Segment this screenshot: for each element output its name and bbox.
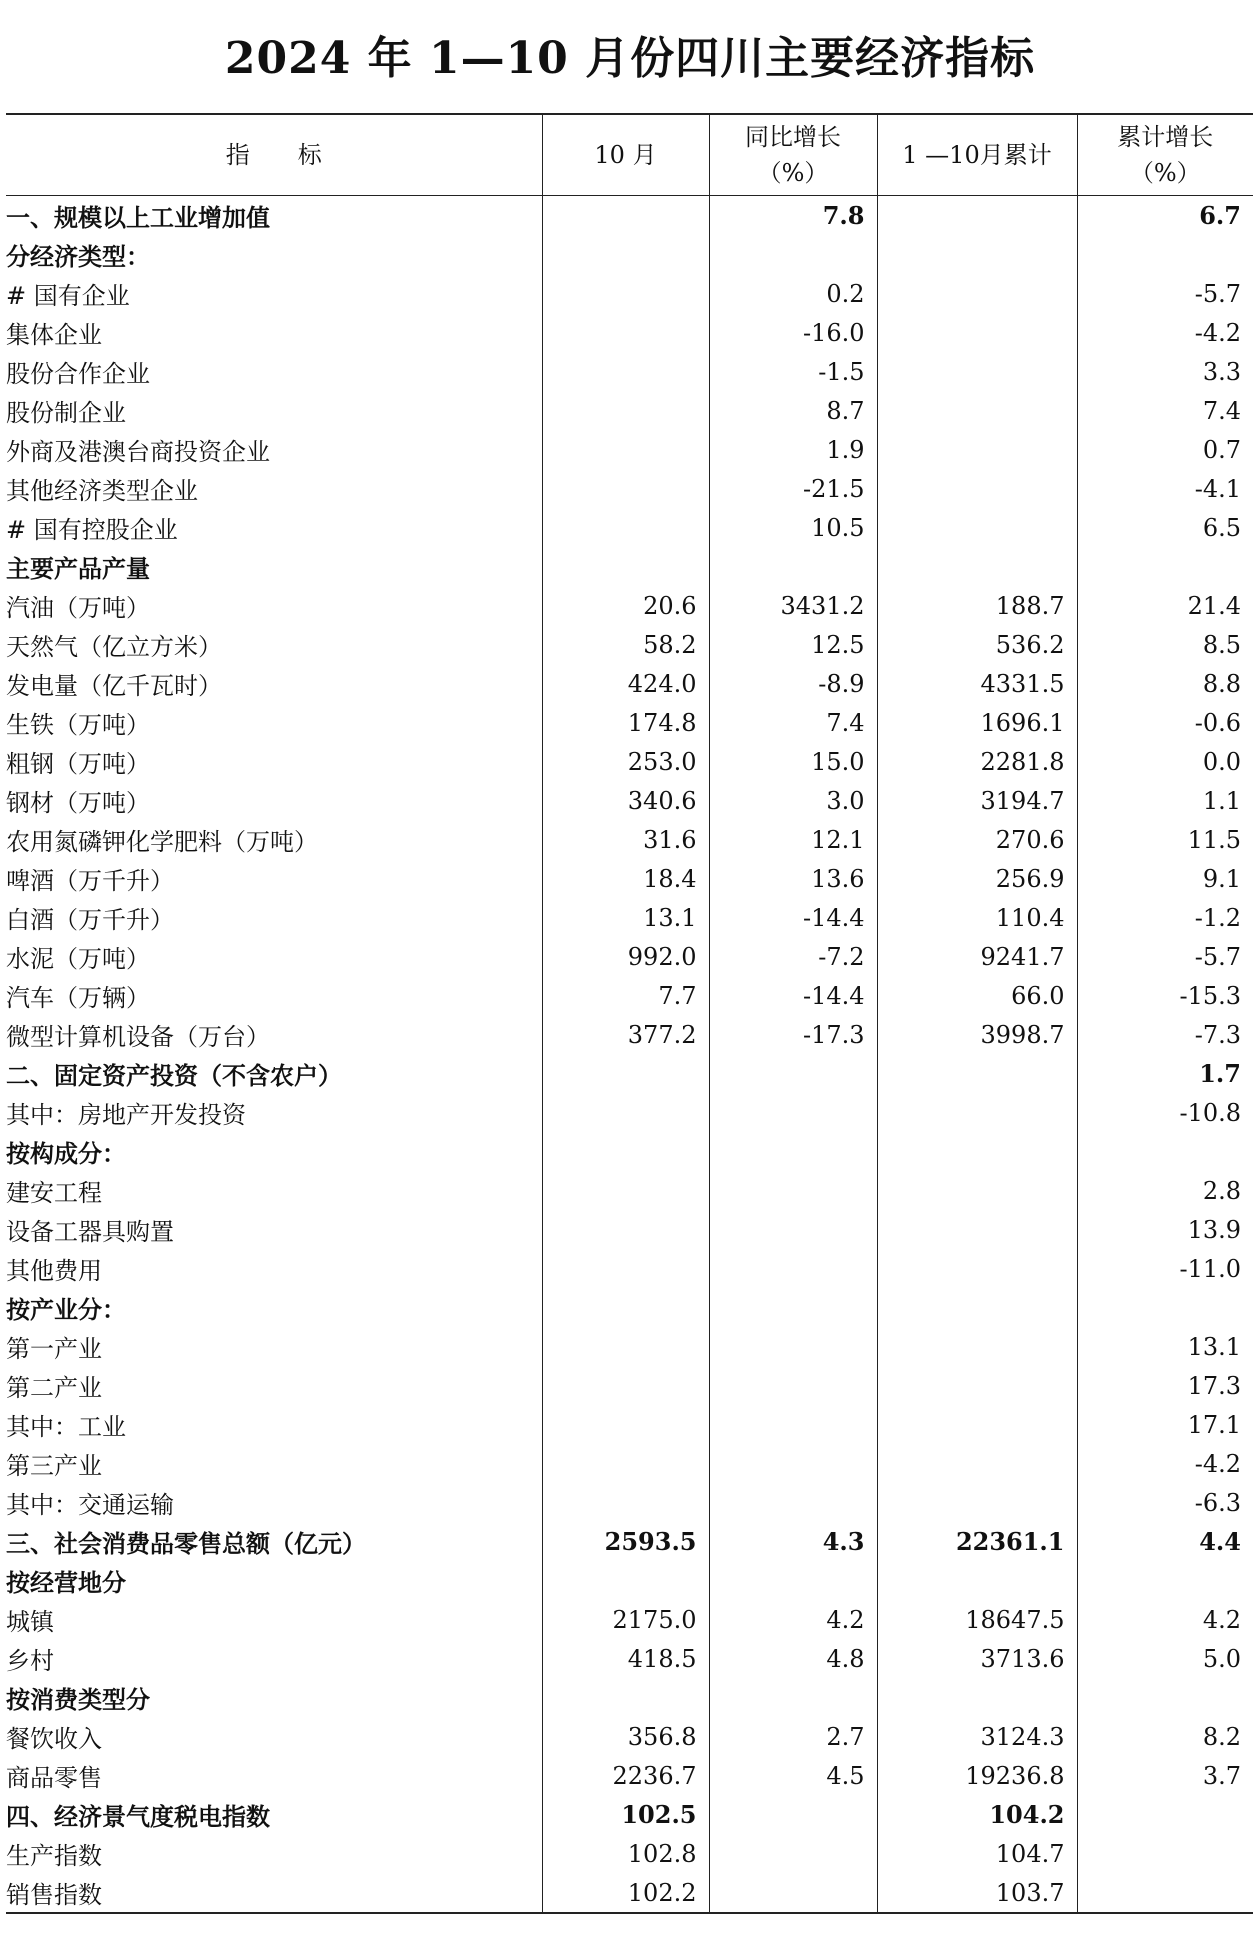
row-cumulative-value: 3713.6: [877, 1639, 1077, 1678]
row-cumulative-value: [877, 1288, 1077, 1327]
row-label: 建安工程: [6, 1179, 102, 1207]
header-row: [6, 114, 1253, 196]
row-label: 四、经济景气度税电指数: [6, 1802, 270, 1831]
row-cum-growth-value: [1077, 1834, 1253, 1873]
header-indicator: 指 标: [6, 114, 542, 196]
row-yoy-value: [709, 1483, 877, 1522]
row-cumulative-value: [877, 1054, 1077, 1093]
row-yoy-value: [709, 1249, 877, 1288]
table-row: [6, 1288, 1253, 1327]
row-label: 城镇: [6, 1608, 54, 1636]
indicator-table: [6, 113, 1253, 1914]
row-cumulative-value: [877, 196, 1077, 236]
row-month-value: [542, 313, 709, 352]
header-month: 10 月: [542, 114, 709, 196]
row-yoy-value: [709, 1561, 877, 1600]
row-cumulative-value: [877, 1366, 1077, 1405]
row-cumulative-value: [877, 391, 1077, 430]
row-cumulative-value: [877, 1444, 1077, 1483]
row-month-value: [542, 1405, 709, 1444]
row-cumulative-value: [877, 1249, 1077, 1288]
row-cumulative-value: [877, 547, 1077, 586]
row-label: 生铁（万吨）: [6, 711, 150, 739]
row-month-value: [542, 274, 709, 313]
table-row: [6, 1444, 1253, 1483]
row-yoy-value: [709, 1093, 877, 1132]
row-yoy-value: [709, 1210, 877, 1249]
row-cumulative-value: [877, 1678, 1077, 1717]
row-cum-growth-value: -7.3: [1077, 1015, 1253, 1054]
header-yoy: [709, 114, 877, 196]
row-label: # 国有控股企业: [6, 516, 178, 544]
row-month-value: [542, 1210, 709, 1249]
row-yoy-value: 13.6: [709, 859, 877, 898]
table-row: [6, 1132, 1253, 1171]
table-row: [6, 1366, 1253, 1405]
row-label: 集体企业: [6, 321, 102, 349]
table-row: [6, 1171, 1253, 1210]
row-label: 按产业分：: [6, 1295, 126, 1324]
row-yoy-value: [709, 1327, 877, 1366]
table-row: [6, 1717, 1253, 1756]
row-cum-growth-value: 17.3: [1077, 1366, 1253, 1405]
row-cum-growth-value: [1077, 235, 1253, 274]
row-month-value: [542, 1561, 709, 1600]
table-row: [6, 352, 1253, 391]
row-yoy-value: 7.8: [709, 196, 877, 236]
row-yoy-value: -8.9: [709, 664, 877, 703]
row-yoy-value: [709, 1873, 877, 1913]
row-yoy-value: [709, 1132, 877, 1171]
table-row: [6, 1249, 1253, 1288]
row-cumulative-value: 18647.5: [877, 1600, 1077, 1639]
row-cum-growth-value: [1077, 1561, 1253, 1600]
row-label: 销售指数: [6, 1873, 542, 1913]
table-row: [6, 937, 1253, 976]
row-month-value: [542, 1678, 709, 1717]
row-month-value: 356.8: [542, 1717, 709, 1756]
row-cum-growth-value: 7.4: [1077, 391, 1253, 430]
row-label: 水泥（万吨）: [6, 945, 150, 973]
row-month-value: [542, 352, 709, 391]
row-cumulative-value: [877, 235, 1077, 274]
row-cum-growth-value: 6.5: [1077, 508, 1253, 547]
row-cumulative-value: 3124.3: [877, 1717, 1077, 1756]
table-row: [6, 508, 1253, 547]
row-month-value: [542, 430, 709, 469]
row-cum-growth-value: 3.7: [1077, 1756, 1253, 1795]
row-month-value: 20.6: [542, 586, 709, 625]
row-yoy-value: 7.4: [709, 703, 877, 742]
row-label: 分经济类型：: [6, 242, 150, 271]
row-month-value: 18.4: [542, 859, 709, 898]
row-month-value: [542, 1444, 709, 1483]
row-cumulative-value: [877, 274, 1077, 313]
row-cum-growth-value: [1077, 547, 1253, 586]
row-cum-growth-value: -15.3: [1077, 976, 1253, 1015]
row-yoy-value: [709, 1678, 877, 1717]
row-label: 第一产业: [6, 1335, 102, 1363]
header-yoy-unit: （%）: [757, 159, 829, 187]
row-month-value: [542, 1171, 709, 1210]
table-row: [6, 820, 1253, 859]
row-month-value: [542, 196, 709, 236]
row-label: 按经营地分: [6, 1568, 126, 1597]
row-month-value: 418.5: [542, 1639, 709, 1678]
row-label: 商品零售: [6, 1764, 102, 1792]
row-yoy-value: -16.0: [709, 313, 877, 352]
row-label: 啤酒（万千升）: [6, 867, 174, 895]
row-month-value: [542, 1288, 709, 1327]
row-cumulative-value: 188.7: [877, 586, 1077, 625]
table-row: [6, 1522, 1253, 1561]
row-label: 粗钢（万吨）: [6, 750, 150, 778]
row-yoy-value: 0.2: [709, 274, 877, 313]
row-cum-growth-value: -11.0: [1077, 1249, 1253, 1288]
table-row: [6, 781, 1253, 820]
table-row: [6, 859, 1253, 898]
row-yoy-value: 10.5: [709, 508, 877, 547]
row-label: 白酒（万千升）: [6, 906, 174, 934]
table-row: [6, 1678, 1253, 1717]
row-label: 汽车（万辆）: [6, 984, 150, 1012]
row-label: 农用氮磷钾化学肥料（万吨）: [6, 828, 318, 856]
row-label: 按构成分：: [6, 1139, 126, 1168]
row-yoy-value: [709, 235, 877, 274]
table-body: [6, 196, 1253, 1914]
row-cumulative-value: [877, 1093, 1077, 1132]
row-month-value: 102.8: [542, 1834, 709, 1873]
row-yoy-value: [709, 1444, 877, 1483]
row-cumulative-value: [877, 1171, 1077, 1210]
table-row: [6, 1639, 1253, 1678]
row-cum-growth-value: -5.7: [1077, 937, 1253, 976]
table-row: [6, 1210, 1253, 1249]
row-label: 三、社会消费品零售总额（亿元）: [6, 1529, 366, 1558]
header-cum-growth-unit: （%）: [1129, 159, 1201, 187]
row-yoy-value: [709, 547, 877, 586]
row-cumulative-value: 9241.7: [877, 937, 1077, 976]
table-row: [6, 1873, 1253, 1913]
table-row: [6, 1795, 1253, 1834]
row-cum-growth-value: -4.2: [1077, 1444, 1253, 1483]
table-row: [6, 1483, 1253, 1522]
row-yoy-value: 1.9: [709, 430, 877, 469]
row-cum-growth-value: 13.9: [1077, 1210, 1253, 1249]
row-label: 其中：房地产开发投资: [6, 1101, 246, 1129]
row-yoy-value: [709, 1405, 877, 1444]
table-row: [6, 625, 1253, 664]
table-row: [6, 1405, 1253, 1444]
row-yoy-value: -21.5: [709, 469, 877, 508]
row-cumulative-value: [877, 1561, 1077, 1600]
row-yoy-value: 12.1: [709, 820, 877, 859]
row-label: # 国有企业: [6, 282, 130, 310]
row-month-value: 377.2: [542, 1015, 709, 1054]
row-month-value: [542, 391, 709, 430]
row-yoy-value: -7.2: [709, 937, 877, 976]
row-cumulative-value: [877, 430, 1077, 469]
row-cumulative-value: 536.2: [877, 625, 1077, 664]
table-row: [6, 1600, 1253, 1639]
table-row: [6, 1093, 1253, 1132]
row-label: 第二产业: [6, 1374, 102, 1402]
row-cum-growth-value: 1.7: [1077, 1054, 1253, 1093]
row-month-value: 2593.5: [542, 1522, 709, 1561]
row-cumulative-value: [877, 1210, 1077, 1249]
row-cum-growth-value: 2.8: [1077, 1171, 1253, 1210]
table-row: [6, 976, 1253, 1015]
table-row: [6, 664, 1253, 703]
table-row: [6, 196, 1253, 236]
table-row: [6, 469, 1253, 508]
row-month-value: 2175.0: [542, 1600, 709, 1639]
row-label: 钢材（万吨）: [6, 789, 150, 817]
row-yoy-value: -1.5: [709, 352, 877, 391]
row-month-value: [542, 1132, 709, 1171]
row-yoy-value: 4.3: [709, 1522, 877, 1561]
row-label: 一、规模以上工业增加值: [6, 203, 270, 232]
row-cumulative-value: 2281.8: [877, 742, 1077, 781]
table-row: [6, 1327, 1253, 1366]
row-yoy-value: 4.8: [709, 1639, 877, 1678]
row-yoy-value: [709, 1795, 877, 1834]
row-cum-growth-value: [1077, 1132, 1253, 1171]
row-month-value: 2236.7: [542, 1756, 709, 1795]
row-cum-growth-value: 8.2: [1077, 1717, 1253, 1756]
row-label: 二、固定资产投资（不含农户）: [6, 1061, 342, 1090]
row-yoy-value: 12.5: [709, 625, 877, 664]
row-label: 天然气（亿立方米）: [6, 633, 222, 661]
row-cum-growth-value: -4.1: [1077, 469, 1253, 508]
row-cum-growth-value: -1.2: [1077, 898, 1253, 937]
row-yoy-value: 3431.2: [709, 586, 877, 625]
row-yoy-value: [709, 1366, 877, 1405]
row-yoy-value: -14.4: [709, 976, 877, 1015]
row-month-value: [542, 1093, 709, 1132]
row-cum-growth-value: 17.1: [1077, 1405, 1253, 1444]
row-label: 微型计算机设备（万台）: [6, 1023, 270, 1051]
row-cumulative-value: [877, 1132, 1077, 1171]
row-yoy-value: 3.0: [709, 781, 877, 820]
row-label: 乡村: [6, 1647, 54, 1675]
row-label: 餐饮收入: [6, 1725, 102, 1753]
row-yoy-value: 4.2: [709, 1600, 877, 1639]
row-month-value: 340.6: [542, 781, 709, 820]
row-yoy-value: [709, 1054, 877, 1093]
row-month-value: 992.0: [542, 937, 709, 976]
row-cumulative-value: [877, 1405, 1077, 1444]
row-label: 生产指数: [6, 1842, 102, 1870]
row-cum-growth-value: 4.2: [1077, 1600, 1253, 1639]
table-row: [6, 391, 1253, 430]
row-yoy-value: [709, 1171, 877, 1210]
row-cum-growth-value: [1077, 1678, 1253, 1717]
row-cumulative-value: [877, 352, 1077, 391]
row-cum-growth-value: -5.7: [1077, 274, 1253, 313]
row-cum-growth-value: 8.8: [1077, 664, 1253, 703]
row-cum-growth-value: -6.3: [1077, 1483, 1253, 1522]
row-cum-growth-value: [1077, 1795, 1253, 1834]
table-row: [6, 235, 1253, 274]
row-cum-growth-value: 1.1: [1077, 781, 1253, 820]
row-cumulative-value: 3194.7: [877, 781, 1077, 820]
row-cumulative-value: 22361.1: [877, 1522, 1077, 1561]
row-cumulative-value: 104.2: [877, 1795, 1077, 1834]
row-label: 股份制企业: [6, 399, 126, 427]
row-month-value: [542, 1249, 709, 1288]
row-label: 按消费类型分: [6, 1685, 150, 1714]
row-cum-growth-value: 6.7: [1077, 196, 1253, 236]
row-yoy-value: 2.7: [709, 1717, 877, 1756]
row-yoy-value: [709, 1288, 877, 1327]
row-cum-growth-value: 11.5: [1077, 820, 1253, 859]
row-month-value: [542, 1366, 709, 1405]
row-month-value: [542, 1327, 709, 1366]
row-label: 第三产业: [6, 1452, 102, 1480]
header-cum-growth: [1077, 114, 1253, 196]
row-cum-growth-value: 13.1: [1077, 1327, 1253, 1366]
row-cum-growth-value: 9.1: [1077, 859, 1253, 898]
row-label: 其中：交通运输: [6, 1491, 174, 1519]
table-row: [6, 1015, 1253, 1054]
table-row: [6, 547, 1253, 586]
row-month-value: [542, 547, 709, 586]
row-cum-growth-value: -0.6: [1077, 703, 1253, 742]
row-cum-growth-value: [1077, 1288, 1253, 1327]
row-month-value: 174.8: [542, 703, 709, 742]
row-cumulative-value: 110.4: [877, 898, 1077, 937]
row-label: 汽油（万吨）: [6, 594, 150, 622]
row-cum-growth-value: 3.3: [1077, 352, 1253, 391]
row-label: 主要产品产量: [6, 554, 150, 583]
table-row: [6, 1561, 1253, 1600]
row-cum-growth-value: [1077, 1873, 1253, 1913]
row-cumulative-value: 19236.8: [877, 1756, 1077, 1795]
row-cumulative-value: 270.6: [877, 820, 1077, 859]
row-cumulative-value: 3998.7: [877, 1015, 1077, 1054]
row-cumulative-value: [877, 313, 1077, 352]
row-cum-growth-value: 8.5: [1077, 625, 1253, 664]
table-row: [6, 1756, 1253, 1795]
table-row: [6, 586, 1253, 625]
row-month-value: [542, 508, 709, 547]
table-row: [6, 703, 1253, 742]
row-cum-growth-value: 0.0: [1077, 742, 1253, 781]
row-cumulative-value: 1696.1: [877, 703, 1077, 742]
row-cum-growth-value: -4.2: [1077, 313, 1253, 352]
table-row: [6, 742, 1253, 781]
row-cum-growth-value: 5.0: [1077, 1639, 1253, 1678]
row-month-value: 102.2: [542, 1873, 709, 1913]
row-month-value: 253.0: [542, 742, 709, 781]
row-cumulative-value: 256.9: [877, 859, 1077, 898]
header-yoy-label: 同比增长: [745, 123, 841, 151]
row-month-value: 424.0: [542, 664, 709, 703]
row-cumulative-value: 103.7: [877, 1873, 1077, 1913]
row-cumulative-value: 66.0: [877, 976, 1077, 1015]
row-cum-growth-value: 0.7: [1077, 430, 1253, 469]
row-month-value: 13.1: [542, 898, 709, 937]
row-month-value: 102.5: [542, 1795, 709, 1834]
row-label: 发电量（亿千瓦时）: [6, 672, 222, 700]
row-yoy-value: [709, 1834, 877, 1873]
row-cum-growth-value: 4.4: [1077, 1522, 1253, 1561]
row-cumulative-value: [877, 1483, 1077, 1522]
row-yoy-value: -17.3: [709, 1015, 877, 1054]
row-cumulative-value: [877, 469, 1077, 508]
row-month-value: [542, 1054, 709, 1093]
row-yoy-value: 8.7: [709, 391, 877, 430]
row-label: 外商及港澳台商投资企业: [6, 438, 270, 466]
table-row: [6, 1834, 1253, 1873]
row-cumulative-value: [877, 508, 1077, 547]
page-title: 2024 年 1—10 月份四川主要经济指标: [224, 33, 1036, 84]
row-month-value: [542, 235, 709, 274]
row-yoy-value: 4.5: [709, 1756, 877, 1795]
header-cumulative: 1 —10月累计: [877, 114, 1077, 196]
row-label: 其中：工业: [6, 1413, 126, 1441]
table-row: [6, 313, 1253, 352]
row-cumulative-value: 4331.5: [877, 664, 1077, 703]
table-row: [6, 898, 1253, 937]
row-label: 设备工器具购置: [6, 1218, 174, 1246]
row-month-value: 7.7: [542, 976, 709, 1015]
row-month-value: 58.2: [542, 625, 709, 664]
row-month-value: [542, 1483, 709, 1522]
row-cum-growth-value: -10.8: [1077, 1093, 1253, 1132]
row-label: 其他经济类型企业: [6, 477, 198, 505]
row-yoy-value: -14.4: [709, 898, 877, 937]
header-cum-growth-label: 累计增长: [1117, 123, 1214, 151]
row-cumulative-value: [877, 1327, 1077, 1366]
table-row: [6, 1054, 1253, 1093]
row-month-value: 31.6: [542, 820, 709, 859]
row-month-value: [542, 469, 709, 508]
row-label: 其他费用: [6, 1257, 102, 1285]
row-cum-growth-value: 21.4: [1077, 586, 1253, 625]
row-cumulative-value: 104.7: [877, 1834, 1077, 1873]
row-label: 股份合作企业: [6, 360, 150, 388]
table-row: [6, 274, 1253, 313]
row-yoy-value: 15.0: [709, 742, 877, 781]
table-row: [6, 430, 1253, 469]
